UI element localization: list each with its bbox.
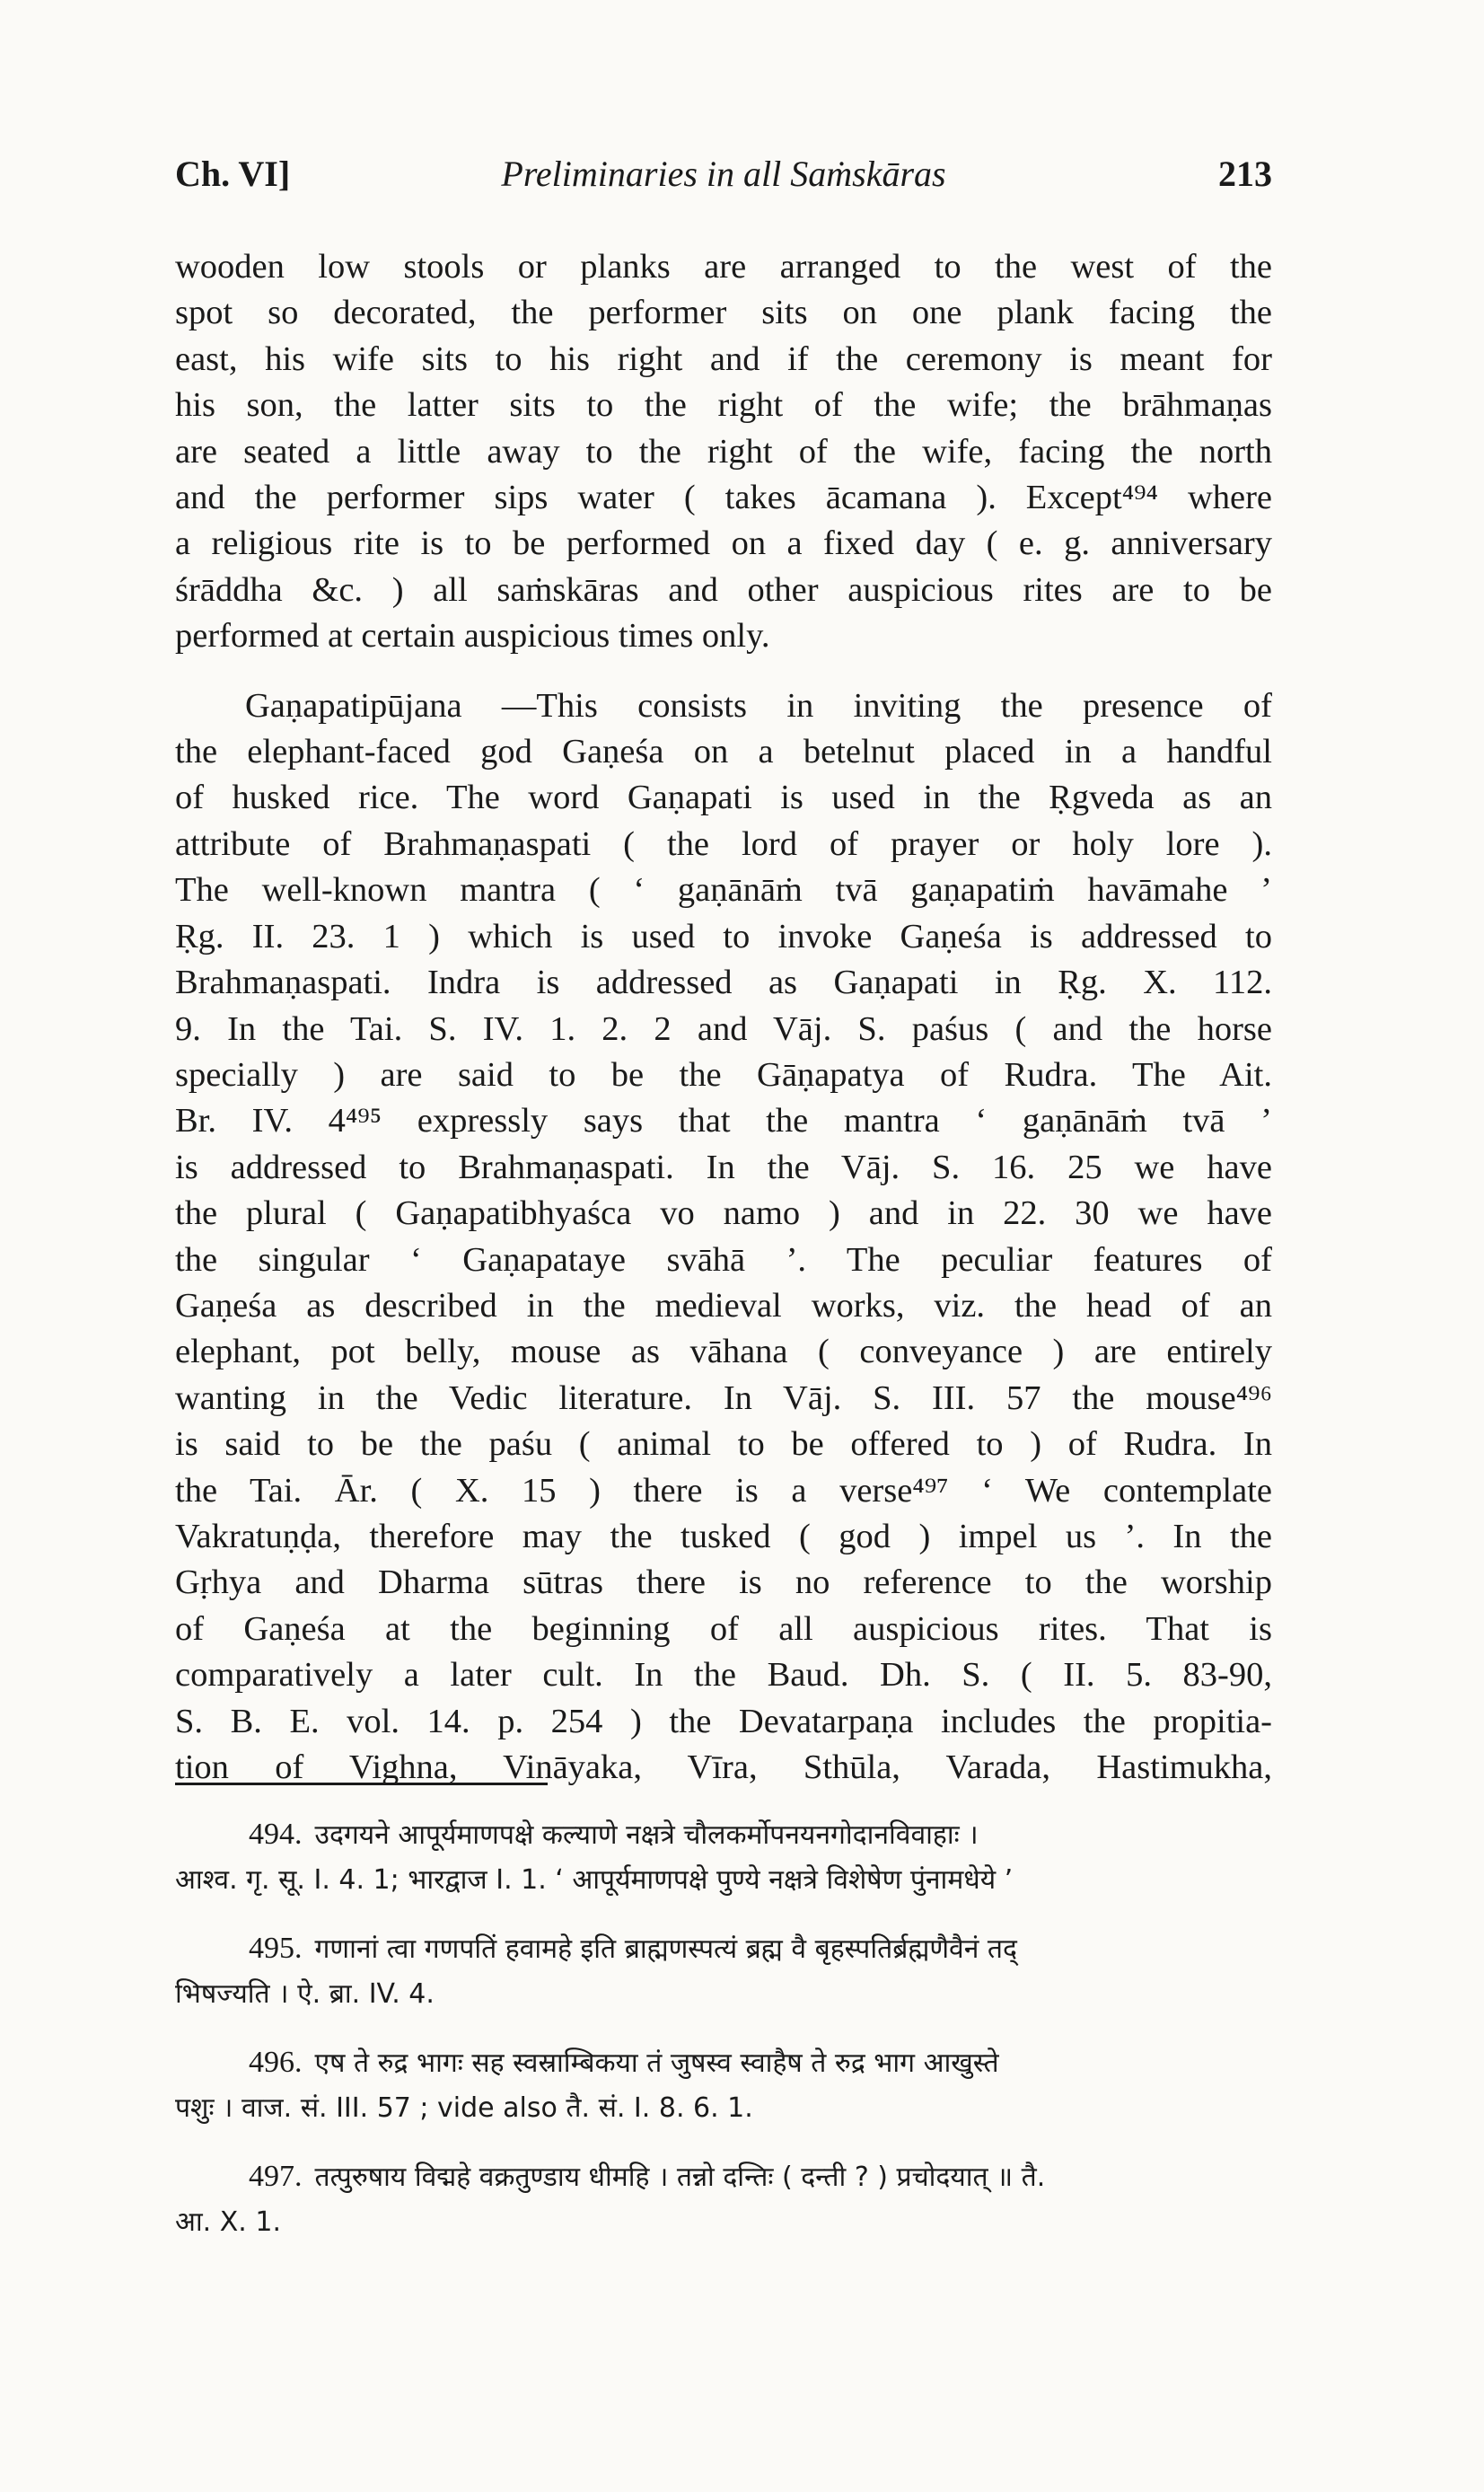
text-line: is addressed to Brahmaṇaspati. In the Vāj. S. 16. 25 we have (175, 1148, 1272, 1186)
text-line: and the performer sips water ( takes ācamana ). Except⁴⁹⁴ where (175, 479, 1272, 517)
running-header (175, 153, 1272, 207)
footnote-divider (175, 1783, 548, 1785)
text-line: the Tai. Ār. ( X. 15 ) there is a verse⁴⁹⁷ ‘ We contemplate (175, 1471, 1272, 1510)
text-line: a religious rite is to be performed on a fixed day ( e. g. anniversary (175, 524, 1272, 563)
text-line: Ṛg. II. 23. 1 ) which is used to invoke Gaṇeśa is addressed to (175, 917, 1272, 955)
text-line: of husked rice. The word Gaṇapati is used in the Ṛgveda as an (175, 779, 1272, 817)
footnote-text: उदगयने आपूर्यमाणपक्षे कल्याणे नक्षत्रे चौलकर्मोपनयनगोदानविवाहाः । (314, 1819, 979, 1851)
text-line: his son, the latter sits to the right of the wife; the brāhmaṇas (175, 386, 1272, 425)
footnote-text: तत्पुरुषाय विद्महे वक्रतुण्डाय धीमहि । तन्नो दन्तिः ( दन्ती ? ) प्रचोदयात् ॥ तै. (314, 2162, 1046, 2193)
text-line: the plural ( Gaṇapatibhyaśca vo namo ) and in 22. 30 we have (175, 1194, 1272, 1233)
text-line: śrāddha &c. ) all saṁskāras and other auspicious rites are to be (175, 570, 1272, 609)
running-title: Preliminaries in all Saṁskāras (501, 154, 946, 194)
text-line: wanting in the Vedic literature. In Vāj. S. III. 57 the mouse⁴⁹⁶ (175, 1378, 1272, 1417)
text-line: Gaṇeśa as described in the medieval works, viz. the head of an (175, 1286, 1272, 1325)
footnote-495 (175, 1926, 1272, 2017)
text-line: specially ) are said to be the Gāṇapatya of Rudra. The Ait. (175, 1055, 1272, 1094)
chapter-label: Ch. VI] (175, 154, 291, 194)
text-line: Vakratuṇḍa, therefore may the tusked ( god ) impel us ’. In the (175, 1517, 1272, 1555)
text-line: Br. IV. 4⁴⁹⁵ expressly says that the mantra ‘ gaṇānāṁ tvā ’ (175, 1102, 1272, 1140)
text-line: the singular ‘ Gaṇapataye svāhā ’. The peculiar features of (175, 1240, 1272, 1279)
text-line: Gṛhya and Dharma sūtras there is no reference to the worship (175, 1563, 1272, 1602)
text-line: comparatively a later cult. In the Baud. Dh. S. ( II. 5. 83-90, (175, 1656, 1272, 1695)
paragraph-2-continued (175, 729, 1272, 1791)
page-number: 213 (1218, 154, 1272, 194)
text-line: is said to be the paśu ( animal to be offered to ) of Rudra. In (175, 1425, 1272, 1464)
footnote-text: आ. X. 1. (175, 2206, 281, 2238)
paragraph-1 (175, 244, 1272, 660)
text-line: S. B. E. vol. 14. p. 254 ) the Devatarpaṇa includes the propitia- (175, 1702, 1272, 1740)
text-line: wooden low stools or planks are arranged to the west of the (175, 248, 1272, 286)
text-line: Gaṇapatipūjana —This consists in inviting the presence of (245, 686, 1272, 725)
text-line: attribute of Brahmaṇaspati ( the lord of prayer or holy lore ). (175, 824, 1272, 863)
text-line: east, his wife sits to his right and if the ceremony is meant for (175, 339, 1272, 378)
footnotes (175, 1812, 1272, 2268)
text-line: spot so decorated, the performer sits on one plank facing the (175, 294, 1272, 332)
footnote-number: 494. (249, 1818, 303, 1851)
footnote-497 (175, 2154, 1272, 2245)
footnote-number: 496. (249, 2046, 303, 2079)
footnote-number: 497. (249, 2160, 303, 2193)
footnote-text: एष ते रुद्र भागः सह स्वस्राम्बिकया तं जुषस्व स्वाहैष ते रुद्र भाग आखुस्ते (314, 2047, 999, 2079)
text-line: are seated a little away to the right of the wife, facing the north (175, 432, 1272, 471)
footnote-text: भिषज्यति । ऐ. ब्रा. IV. 4. (175, 1978, 435, 2010)
text-line: of Gaṇeśa at the beginning of all auspicious rites. That is (175, 1609, 1272, 1648)
footnote-text: पशुः । वाज. सं. III. 57 ; vide also तै. सं. I. 8. 6. 1. (175, 2092, 753, 2124)
text-line: performed at certain auspicious times only. (175, 617, 770, 656)
text-line: 9. In the Tai. S. IV. 1. 2. 2 and Vāj. S. paśus ( and the horse (175, 1009, 1272, 1048)
footnote-496 (175, 2040, 1272, 2131)
text-line: The well-known mantra ( ‘ gaṇānāṁ tvā gaṇapatiṁ havāmahe ’ (175, 871, 1272, 910)
text-line: Brahmaṇaspati. Indra is addressed as Gaṇapati in Ṛg. X. 112. (175, 964, 1272, 1002)
footnote-text: आश्व. गृ. सू. I. 4. 1; भारद्वाज I. 1. ‘ आपूर्यमाणपक्षे पुण्ये नक्षत्रे विशेषेण पुंनामधेये ’ (175, 1864, 1014, 1896)
text-line: the elephant-faced god Gaṇeśa on a betelnut placed in a handful (175, 733, 1272, 771)
text-line: elephant, pot belly, mouse as vāhana ( conveyance ) are entirely (175, 1333, 1272, 1371)
text-line: tion of Vighna, Vināyaka, Vīra, Sthūla, Varada, Hastimukha, (175, 1748, 1272, 1786)
footnote-number: 495. (249, 1932, 303, 1965)
footnote-494 (175, 1812, 1272, 1903)
paragraph-2 (175, 683, 1272, 729)
main-text (175, 244, 1272, 1791)
footnote-text: गणानां त्वा गणपतिं हवामहे इति ब्राह्मणस्पत्यं ब्रह्म वै बृहस्पतिर्ब्रह्मणैवैनं तद् (314, 1933, 1017, 1965)
